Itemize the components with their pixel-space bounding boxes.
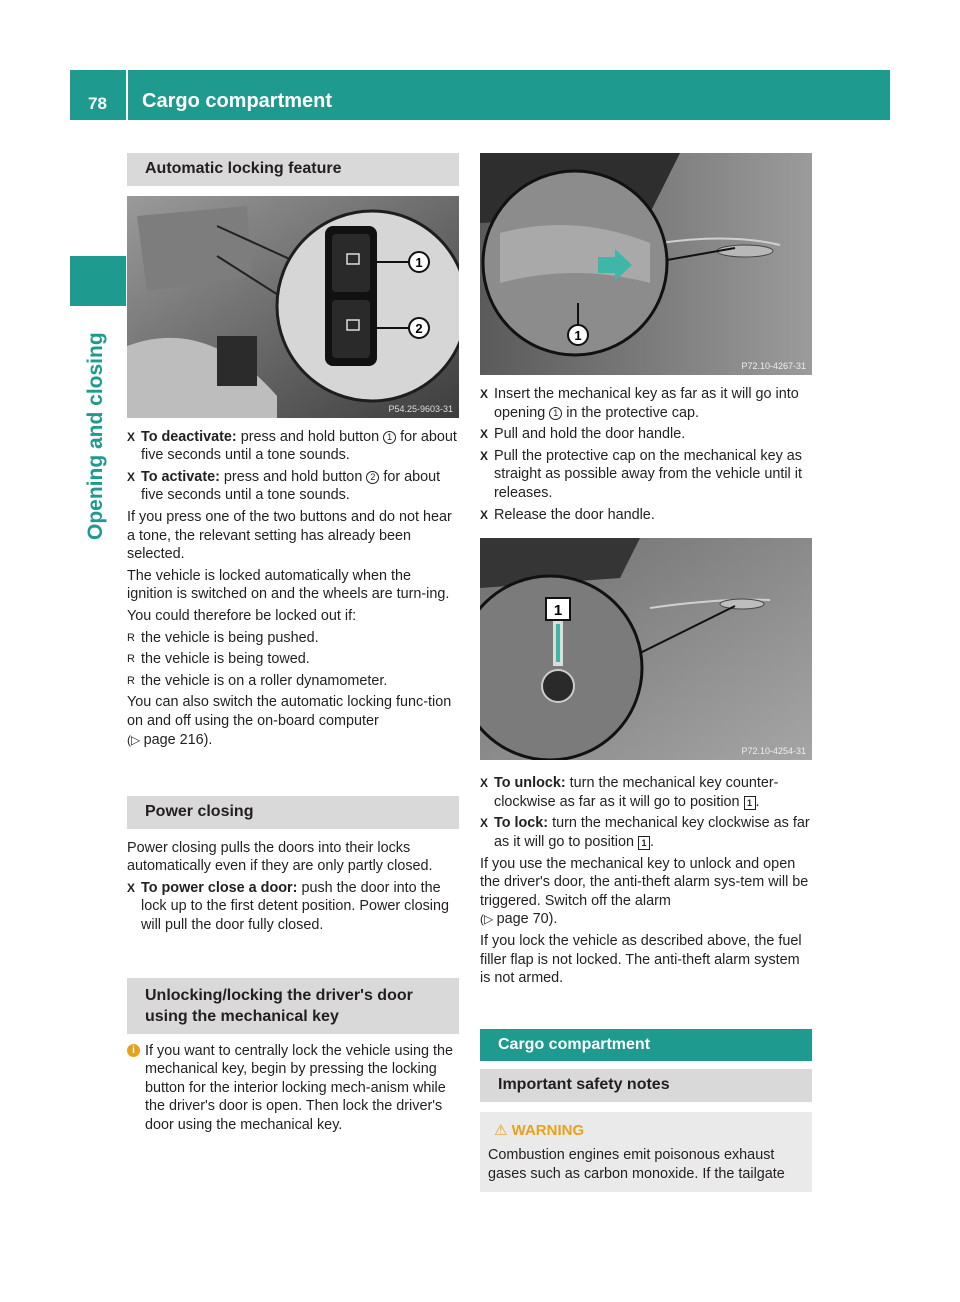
door-handle-figure: [480, 153, 812, 375]
position-1-label: 1: [553, 602, 563, 620]
figure-code: P72.10-4267-31: [741, 361, 806, 371]
section-heading-mechanical-key: Unlocking/locking the driver's door using the mechanical key: [127, 978, 459, 1034]
step-marker-icon: X: [127, 880, 136, 895]
paragraph: If you use the mechanical key to unlock and open the driver's door, the anti-theft alarm sys-tem will be triggered. Switch off the alarm (▷ page 70).: [480, 855, 809, 928]
section-heading-safety-notes: Important safety notes: [480, 1069, 812, 1102]
section-heading-automatic-locking: Automatic locking feature: [127, 153, 459, 186]
number-badge: 2: [366, 471, 379, 484]
switch-panel: [217, 336, 257, 386]
paragraph: Power closing pulls the doors into their locks automatically even if they are only partly closed.: [127, 839, 433, 875]
callout-1-label: 1: [415, 254, 423, 270]
list-item: R the vehicle is being towed.: [127, 651, 310, 668]
left-column: [127, 153, 459, 1138]
key-lock-illustration: [480, 538, 812, 760]
door-panel-figure: [127, 196, 459, 418]
step-marker-icon: X: [127, 469, 136, 484]
bullet-icon: R: [127, 674, 135, 687]
step-insert-key: X Insert the mechanical key as far as it will go into opening 1 in the protective cap.: [480, 386, 799, 421]
door-handle-area: [137, 206, 252, 291]
paragraph: You can also switch the automatic locking func-tion on and off using the on-board computer (▷ page 216).: [127, 694, 452, 748]
page-number-box: [70, 70, 126, 120]
bullet-icon: R: [127, 653, 135, 666]
step-unlock: X To unlock: turn the mechanical key counter-clockwise as far as it will go to position 1 .: [480, 775, 779, 810]
page-ref[interactable]: page 216).: [143, 731, 213, 748]
paragraph: If you press one of the two buttons and do not hear a tone, the relevant setting has already been selected.: [127, 508, 452, 563]
door-handle: [717, 245, 773, 257]
number-badge: 1: [383, 431, 396, 444]
step-marker-icon: X: [480, 507, 489, 522]
page-ref[interactable]: page 70).: [496, 911, 558, 928]
page-title: Cargo compartment: [142, 90, 333, 112]
door-handle-illustration: [480, 153, 812, 375]
side-tab-block: [70, 256, 126, 306]
paragraph: The vehicle is locked automatically when the ignition is switched on and the wheels are turn-ing.: [127, 567, 450, 603]
warning-title: ⚠ WARNING: [494, 1121, 585, 1139]
warning-icon: ⚠: [494, 1121, 508, 1139]
paragraph: You could therefore be locked out if:: [127, 607, 357, 624]
key-slot-mark: [556, 624, 560, 662]
figure-code: P72.10-4254-31: [741, 746, 806, 757]
step-release-handle: X Release the door handle.: [480, 506, 655, 523]
page-ref-icon: (▷: [480, 912, 497, 927]
lock-cylinder: [542, 670, 574, 702]
step-deactivate: X To deactivate: press and hold button 1 for about five seconds until a tone sounds.: [127, 428, 457, 464]
figure-code: P54.25-9603-31: [388, 403, 453, 414]
lock-button-1: [332, 234, 370, 292]
position-badge: 1: [638, 836, 650, 850]
step-lock: X To lock: turn the mechanical key clockwise as far as it will go to position 1 .: [480, 815, 810, 850]
step-power-close: X To power close a door: push the door into the lock up to the first detent position. Power closing will pull the door fully closed.: [127, 879, 449, 934]
callout-2-label: 2: [415, 320, 423, 336]
step-marker-icon: X: [480, 427, 489, 442]
page-header: [128, 70, 890, 120]
right-column: [480, 153, 812, 1192]
step-pull-handle: X Pull and hold the door handle.: [480, 426, 686, 443]
step-marker-icon: X: [127, 429, 136, 444]
info-note: i If you want to centrally lock the vehicle using the mechanical key, begin by pressing the locking button for the interior locking mech-anism while the driver's door is open. Then lock the driver's door using the mechanical key.: [127, 1042, 459, 1135]
key-lock-figure: [480, 538, 812, 760]
page-ref-icon: (▷: [127, 732, 144, 747]
position-badge: 1: [744, 796, 756, 810]
info-icon: i: [127, 1044, 140, 1057]
step-marker-icon: X: [480, 816, 489, 831]
door-handle: [720, 599, 764, 609]
side-tab-label: Opening and closing: [84, 332, 107, 540]
step-activate: X To activate: press and hold button 2 for about five seconds until a tone sounds.: [127, 468, 441, 504]
step-pull-cap: X Pull the protective cap on the mechanical key as straight as possible away from the vehicle until it releases.: [480, 447, 802, 501]
door-panel-illustration: [127, 196, 459, 418]
number-badge: 1: [549, 407, 562, 420]
list-item: R the vehicle is on a roller dynamometer.: [127, 672, 388, 689]
callout-label: 1: [574, 328, 582, 343]
step-marker-icon: X: [480, 448, 489, 463]
lock-button-2: [332, 300, 370, 358]
warning-box: [480, 1112, 812, 1192]
list-item: R the vehicle is being pushed.: [127, 629, 319, 646]
step-marker-icon: X: [480, 387, 489, 401]
section-heading-cargo: Cargo compartment: [480, 1029, 812, 1062]
step-marker-icon: X: [480, 776, 489, 791]
page-number: 78: [88, 94, 107, 113]
bullet-icon: R: [127, 631, 135, 644]
warning-text: Combustion engines emit poisonous exhaust gases such as carbon monoxide. If the tailgate: [488, 1147, 785, 1183]
section-heading-power-closing: Power closing: [127, 796, 459, 829]
paragraph: If you lock the vehicle as described above, the fuel filler flap is not locked. The anti-theft alarm system is not armed.: [480, 932, 802, 987]
